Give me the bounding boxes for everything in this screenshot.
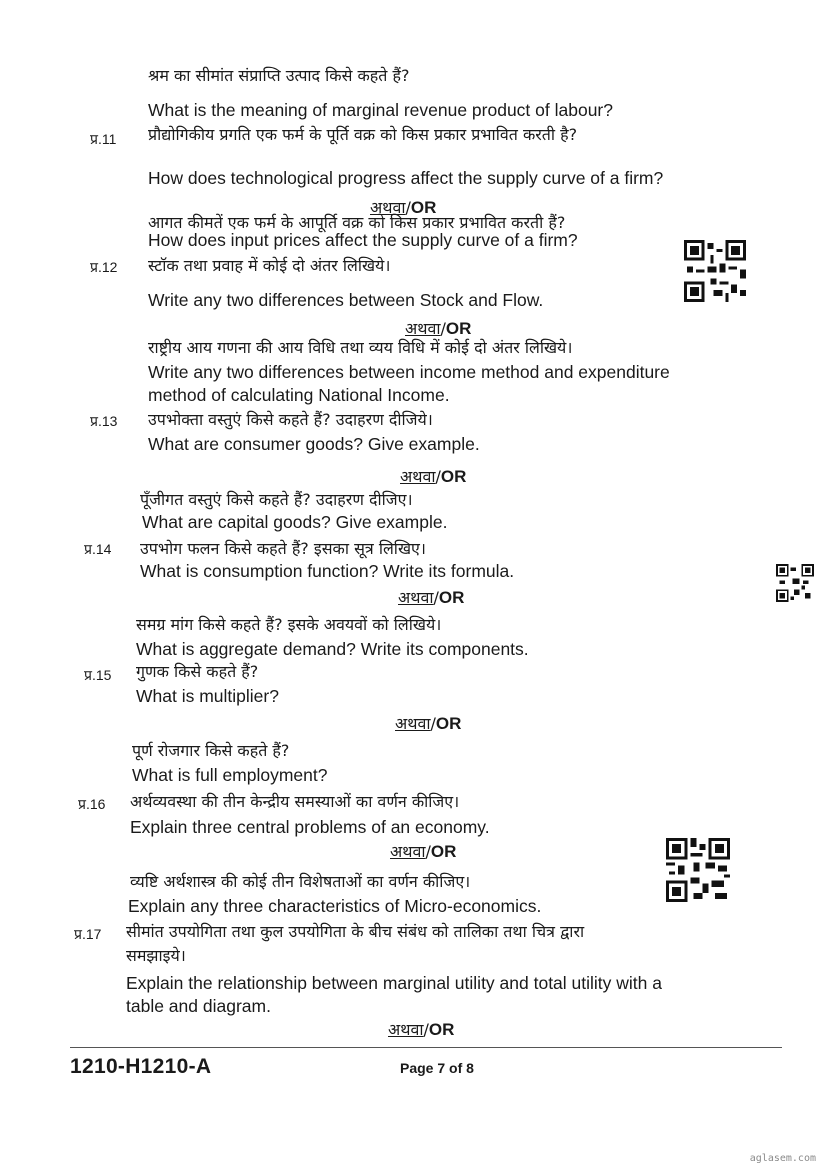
or-slash: / (435, 467, 441, 486)
qr-code (666, 838, 730, 902)
qr-code (684, 240, 746, 302)
text-line: श्रम का सीमांत संप्राप्ति उत्पाद किसे कहते हैं? (148, 66, 410, 85)
text-line: गुणक किसे कहते हैं? (136, 662, 259, 681)
text-line: table and diagram. (126, 996, 271, 1016)
text-line: उपभोक्ता वस्तुएं किसे कहते हैं? उदाहरण दीजिये। (148, 410, 433, 429)
text-line: प्रौद्योगिकीय प्रगति एक फर्म के पूर्ति वक्र को किस प्रकार प्रभावित करती है? (148, 125, 578, 144)
or-slash: / (433, 588, 439, 607)
or-hindi: अथवा (370, 198, 406, 217)
text-line: What is the meaning of marginal revenue product of labour? (148, 100, 613, 120)
or-slash: / (423, 1020, 429, 1039)
or-separator (400, 465, 466, 487)
or-english: OR (438, 588, 465, 607)
or-separator (390, 840, 456, 862)
question-number: प्र.15 (84, 667, 112, 683)
text-line: अर्थव्यवस्था की तीन केन्द्रीय समस्याओं का वर्णन कीजिए। (130, 792, 460, 811)
text-line: What is aggregate demand? Write its components. (136, 639, 529, 659)
or-separator (388, 1018, 454, 1040)
text-line: How does technological progress affect the supply curve of a firm? (148, 168, 664, 188)
text-line: How does input prices affect the supply curve of a firm? (148, 230, 578, 250)
or-hindi: अथवा (400, 467, 436, 486)
text-line: What are capital goods? Give example. (142, 512, 448, 532)
or-english: OR (410, 198, 437, 217)
text-line: राष्ट्रीय आय गणना की आय विधि तथा व्यय विधि में कोई दो अंतर लिखिये। (148, 338, 573, 357)
text-line: उपभोग फलन किसे कहते हैं? इसका सूत्र लिखिए। (140, 539, 426, 558)
text-line: स्टॉक तथा प्रवाह में कोई दो अंतर लिखिये। (148, 256, 391, 275)
or-slash: / (405, 198, 411, 217)
question-number: प्र.14 (84, 541, 112, 557)
question-number: प्र.12 (90, 259, 118, 275)
qr-code (776, 564, 814, 602)
text-line: व्यष्टि अर्थशास्त्र की कोई तीन विशेषताओं का वर्णन कीजिए। (130, 872, 471, 891)
or-slash: / (425, 842, 431, 861)
text-line: What is full employment? (132, 765, 328, 785)
or-english: OR (435, 714, 462, 733)
or-separator (398, 586, 464, 608)
or-hindi: अथवा (388, 1020, 424, 1039)
text-line: What are consumer goods? Give example. (148, 434, 480, 454)
or-english: OR (428, 1020, 455, 1039)
or-hindi: अथवा (390, 842, 426, 861)
or-separator (395, 712, 461, 734)
text-line: Explain three central problems of an economy. (130, 817, 490, 837)
or-hindi: अथवा (398, 588, 434, 607)
or-slash: / (440, 319, 446, 338)
footer-divider (70, 1047, 782, 1048)
question-number: प्र.16 (78, 796, 106, 812)
or-english: OR (430, 842, 457, 861)
text-line: Write any two differences between income method and expenditure (148, 362, 670, 382)
or-english: OR (445, 319, 472, 338)
question-number: प्र.13 (90, 413, 118, 429)
page-number: Page 7 of 8 (400, 1060, 474, 1076)
text-line: What is multiplier? (136, 686, 279, 706)
or-hindi: अथवा (405, 319, 441, 338)
paper-code: 1210-H1210-A (70, 1055, 212, 1078)
text-line: Explain any three characteristics of Micro-economics. (128, 896, 542, 916)
or-slash: / (430, 714, 436, 733)
text-line: आगत कीमतें एक फर्म के आपूर्ति वक्र को किस प्रकार प्रभावित करती हैं? (148, 213, 566, 232)
watermark: aglasem.com (749, 1153, 816, 1164)
text-line: सीमांत उपयोगिता तथा कुल उपयोगिता के बीच संबंध को तालिका तथा चित्र द्वारा (126, 922, 585, 941)
or-english: OR (440, 467, 467, 486)
text-line: समझाइये। (126, 946, 186, 965)
question-number: प्र.11 (90, 131, 117, 147)
text-line: method of calculating National Income. (148, 385, 450, 405)
text-line: पूँजीगत वस्तुएं किसे कहते हैं? उदाहरण दीजिए। (140, 490, 413, 509)
or-hindi: अथवा (395, 714, 431, 733)
text-line: पूर्ण रोजगार किसे कहते हैं? (132, 741, 290, 760)
text-line: Explain the relationship between marginal utility and total utility with a (126, 973, 662, 993)
text-line: Write any two differences between Stock and Flow. (148, 290, 544, 310)
text-line: समग्र मांग किसे कहते हैं? इसके अवयवों को लिखिये। (136, 615, 442, 634)
question-number: प्र.17 (74, 926, 102, 942)
text-line: What is consumption function? Write its formula. (140, 561, 515, 581)
